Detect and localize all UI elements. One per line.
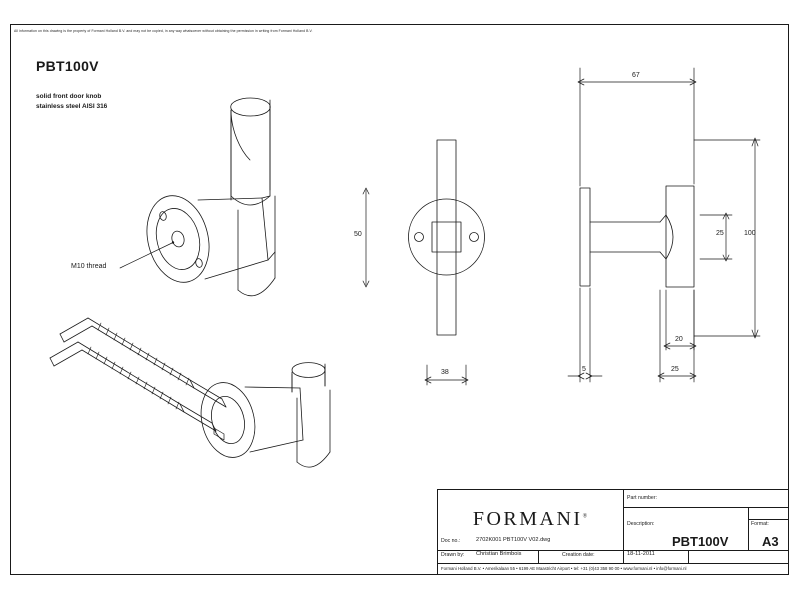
dim-label-5: 5 [582,366,586,373]
dim-label-38: 38 [441,369,449,376]
tb-divider-v4 [623,550,624,563]
dim-label-67: 67 [632,72,640,79]
brand-registered-mark: ® [582,512,588,519]
creation-date-value: 18-11-2011 [627,551,655,557]
dim-label-100: 100 [744,230,756,237]
drawn-by-value: Christian Brimbois [476,551,522,557]
tb-divider-h3 [748,519,788,520]
tb-divider-v5 [688,550,689,563]
disclaimer-text: All information on this drawing is the property of Formani Holland B.V. and may not be copied, in any way whatsoever without obtaining the permission in writing from Formani Holland B.V. [14,29,313,33]
tb-divider-v1 [623,490,624,550]
drawn-by-label: Drawn by: [441,552,465,558]
description-label: Description: [627,521,655,527]
tb-divider-v3 [538,550,539,563]
dim-label-20: 20 [675,336,683,343]
product-code-title: PBT100V [36,58,99,74]
doc-no-value: 2702K001 PBT100V V02.dwg [476,537,551,543]
dim-label-25-height: 25 [716,230,724,237]
product-description [36,92,107,112]
brand-text: FORMANI® [472,507,588,530]
tb-divider-h4 [438,563,788,564]
description-line-1: solid front door knob [36,93,102,100]
creation-date-label: Creation date: [562,552,595,558]
m10-thread-label: M10 thread [71,263,107,270]
tb-divider-v2 [748,507,749,550]
description-line-2: stainless steel AISI 316 [36,103,108,111]
tb-divider-h2 [623,507,788,508]
part-number-value: PBT100V [672,534,729,549]
dim-label-50: 50 [354,231,362,238]
format-label: Format: [751,521,769,527]
company-footer: Formani Holland B.V. • Amerikalaan 55 • 6199 AE Maastricht Airport • tel: +31 (0)43 358 90 00 • www.formani.nl • info@formani.nl [441,566,687,571]
format-value: A3 [762,534,779,549]
doc-no-label: Doc no.: [441,538,461,544]
part-number-label: Part number: [627,495,657,501]
dim-label-25-width: 25 [671,366,679,373]
